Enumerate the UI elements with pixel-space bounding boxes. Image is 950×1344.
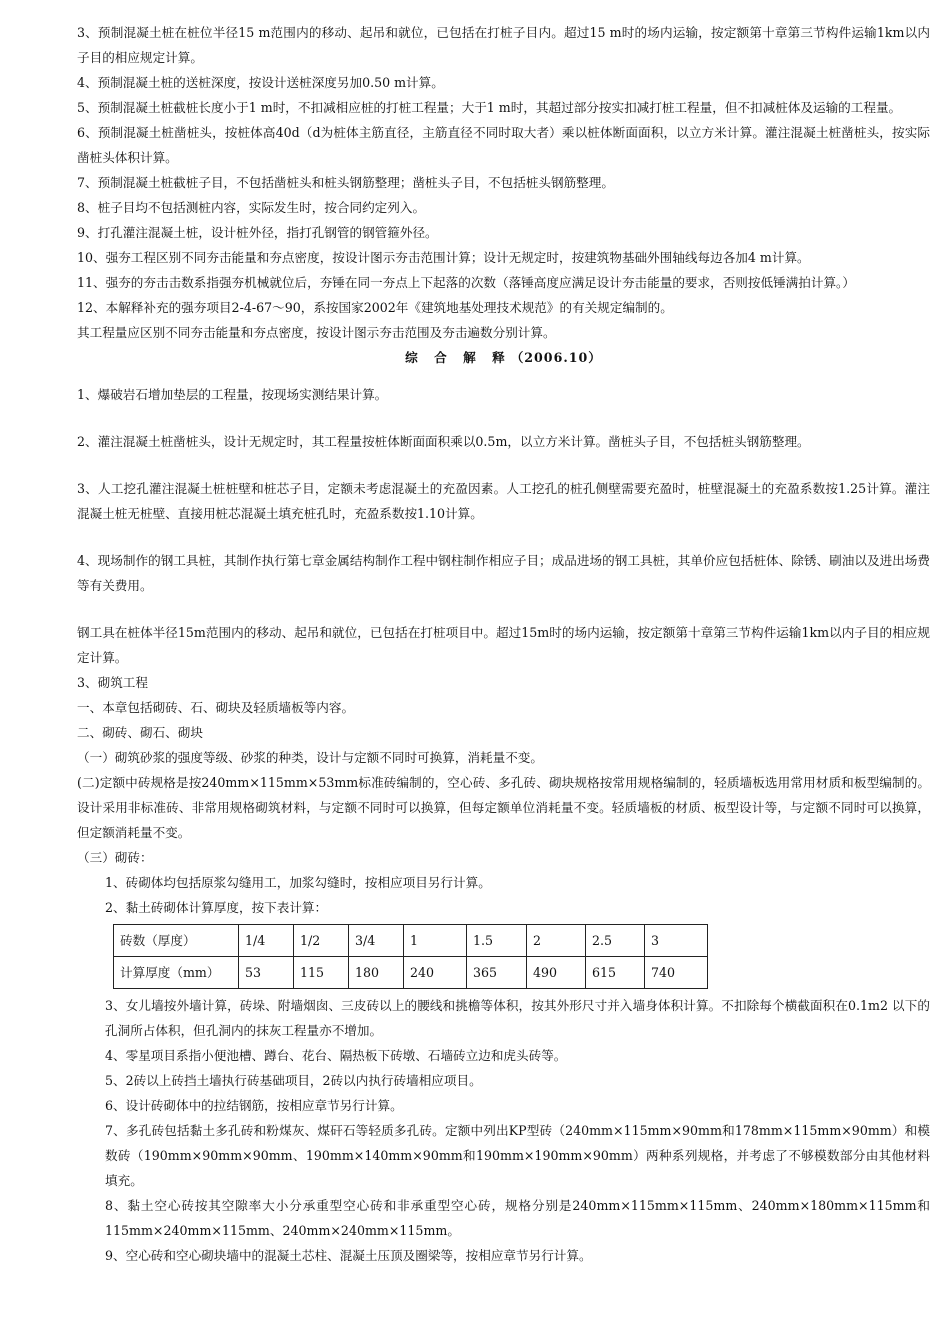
masonry-item-2: (二)定额中砖规格是按240mm×115mm×53mm标准砖编制的，空心砖、多孔砖、砌块规格按常用规格编制的，轻质墙板选用常用材质和板型编制的。设计采用非标准砖、非常用规格砌筑材料，与定额不同时可以换算，但每定额单位消耗量不变。轻质墙板的材质、板型设计等，与定额不同时可以换算，但定额消耗量不变。: [77, 775, 930, 840]
table-cell: 1/2: [294, 925, 349, 957]
masonry-item-3: （三）砌砖：: [77, 850, 153, 865]
pile-paragraph-5: 5、预制混凝土桩截桩长度小于1 m时，不扣减相应桩的打桩工程量；大于1 m时，其超过部分按实扣减打桩工程量，但不扣减桩体及运输的工程量。: [77, 100, 902, 115]
document-page: [77, 20, 930, 1268]
pile-paragraph-3: 3、预制混凝土桩在桩位半径15 m范围内的移动、起吊和就位，已包括在打桩子目内。超过15 m时的场内运输，按定额第十章第三节构件运输1km以内子目的相应规定计算。: [77, 25, 930, 65]
comprehensive-item-1: 1、爆破岩石增加垫层的工程量，按现场实测结果计算。: [77, 387, 388, 402]
pile-paragraph-6: 6、预制混凝土桩凿桩头，按桩体高40d（d为桩体主筋直径，主筋直径不同时取大者）乘以桩体断面面积，以立方米计算。灌注混凝土桩凿桩头，按实际凿桩头体积计算。: [77, 125, 930, 165]
masonry-rule-9: 9、空心砖和空心砌块墙中的混凝土芯柱、混凝土压顶及圈梁等，按相应章节另行计算。: [105, 1248, 592, 1263]
masonry-rule-5: 5、2砖以上砖挡土墙执行砖基础项目，2砖以内执行砖墙相应项目。: [105, 1073, 482, 1088]
masonry-heading-2: 二、砌砖、砌石、砌块: [77, 725, 203, 740]
masonry-rule-7: 7、多孔砖包括黏土多孔砖和粉煤灰、煤矸石等轻质多孔砖。定额中列出KP型砖（240mm×115mm×90mm和178mm×115mm×90mm）和模数砖（190mm×90mm×90mm、190mm×140mm×90mm和190mm×190mm×90mm）两种系列规格，并考虑了不够模数部分由其他材料填充。: [105, 1123, 930, 1188]
pile-paragraph-9: 9、打孔灌注混凝土桩，设计桩外径，指打孔钢管的钢管箍外径。: [77, 225, 438, 240]
pile-paragraph-10: 10、强夯工程区别不同夯击能量和夯点密度，按设计图示夯击范围计算；设计无规定时，按建筑物基础外围轴线每边各加4 m计算。: [77, 250, 810, 265]
table-cell: 490: [527, 957, 586, 989]
comprehensive-item-4: 4、现场制作的钢工具桩，其制作执行第七章金属结构制作工程中钢柱制作相应子目；成品进场的钢工具桩，其单价应包括桩体、除锈、刷油以及进出场费等有关费用。: [77, 553, 930, 593]
section-title-date: （2006.10）: [510, 350, 602, 365]
comprehensive-item-2: 2、灌注混凝土桩凿桩头，设计无规定时，其工程量按桩体断面面积乘以0.5m，以立方米计算。凿桩头子目，不包括桩头钢筋整理。: [77, 434, 810, 449]
pile-paragraph-quantity: 其工程量应区别不同夯击能量和夯点密度，按设计图示夯击范围及夯击遍数分别计算。: [77, 325, 556, 340]
table-cell: 180: [349, 957, 404, 989]
table-cell: 53: [239, 957, 294, 989]
table-cell: 3: [645, 925, 708, 957]
table-cell: 365: [467, 957, 527, 989]
masonry-item-1: （一）砌筑砂浆的强度等级、砂浆的种类，设计与定额不同时可换算，消耗量不变。: [77, 750, 543, 765]
masonry-rule-6: 6、设计砖砌体中的拉结钢筋，按相应章节另行计算。: [105, 1098, 403, 1113]
pile-paragraph-12: 12、本解释补充的强夯项目2-4-67～90，系按国家2002年《建筑地基处理技术规范》的有关规定编制的。: [77, 300, 673, 315]
masonry-rule-1: 1、砖砌体均包括原浆勾缝用工，加浆勾缝时，按相应项目另行计算。: [105, 875, 491, 890]
table-cell: 2: [527, 925, 586, 957]
table-cell: 砖数（厚度）: [114, 925, 239, 957]
table-cell: 1: [404, 925, 467, 957]
table-cell: 615: [586, 957, 645, 989]
masonry-rule-8: 8、黏土空心砖按其空隙率大小分承重型空心砖和非承重型空心砖，规格分别是240mm×115mm×115mm、240mm×180mm×115mm和115mm×240mm×115mm、240mm×240mm×115mm。: [105, 1198, 930, 1238]
masonry-scope: 一、本章包括砌砖、石、砌块及轻质墙板等内容。: [77, 700, 355, 715]
masonry-chapter: 3、砌筑工程: [77, 675, 148, 690]
masonry-rule-4: 4、零星项目系指小便池槽、蹲台、花台、隔热板下砖墩、石墙砖立边和虎头砖等。: [105, 1048, 567, 1063]
pile-paragraph-11: 11、强夯的夯击击数系指强夯机械就位后，夯锤在同一夯点上下起落的次数（落锤高度应满足设计夯击能量的要求，否则按低锤满拍计算。）: [77, 275, 855, 290]
table-cell: 240: [404, 957, 467, 989]
table-cell: 1/4: [239, 925, 294, 957]
comprehensive-item-3: 3、人工挖孔灌注混凝土桩桩壁和桩芯子目，定额未考虑混凝土的充盈因素。人工挖孔的桩孔侧壁需要充盈时，桩壁混凝土的充盈系数按1.25计算。灌注混凝土桩无桩壁、直接用桩芯混凝土填充桩孔时，充盈系数按1.10计算。: [77, 481, 930, 521]
table-cell: 115: [294, 957, 349, 989]
masonry-rule-3: 3、女儿墙按外墙计算，砖垛、附墙烟囱、三皮砖以上的腰线和挑檐等体积，按其外形尺寸并入墙身体积计算。不扣除每个横截面积在0.1m2 以下的孔洞所占体积，但孔洞内的抹灰工程量亦不增加。: [105, 998, 930, 1038]
pile-paragraph-7: 7、预制混凝土桩截桩子目，不包括凿桩头和桩头钢筋整理；凿桩头子目，不包括桩头钢筋整理。: [77, 175, 614, 190]
table-cell: 740: [645, 957, 708, 989]
table-row: [114, 957, 708, 989]
pile-paragraph-4: 4、预制混凝土桩的送桩深度，按设计送桩深度另加0.50 m计算。: [77, 75, 444, 90]
section-title-main: 综 合 解 释: [405, 350, 511, 365]
comprehensive-steel-pile: 钢工具在桩体半径15m范围内的移动、起吊和就位，已包括在打桩项目中。超过15m时的场内运输，按定额第十章第三节构件运输1km以内子目的相应规定计算。: [77, 625, 930, 665]
table-row: [114, 925, 708, 957]
section-title: [77, 345, 930, 370]
table-cell: 1.5: [467, 925, 527, 957]
table-cell: 计算厚度（mm）: [114, 957, 239, 989]
table-cell: 3/4: [349, 925, 404, 957]
brick-thickness-table: [113, 924, 708, 989]
table-cell: 2.5: [586, 925, 645, 957]
pile-paragraph-8: 8、桩子目均不包括测桩内容，实际发生时，按合同约定列入。: [77, 200, 426, 215]
masonry-rule-2: 2、黏土砖砌体计算厚度，按下表计算：: [105, 900, 328, 915]
